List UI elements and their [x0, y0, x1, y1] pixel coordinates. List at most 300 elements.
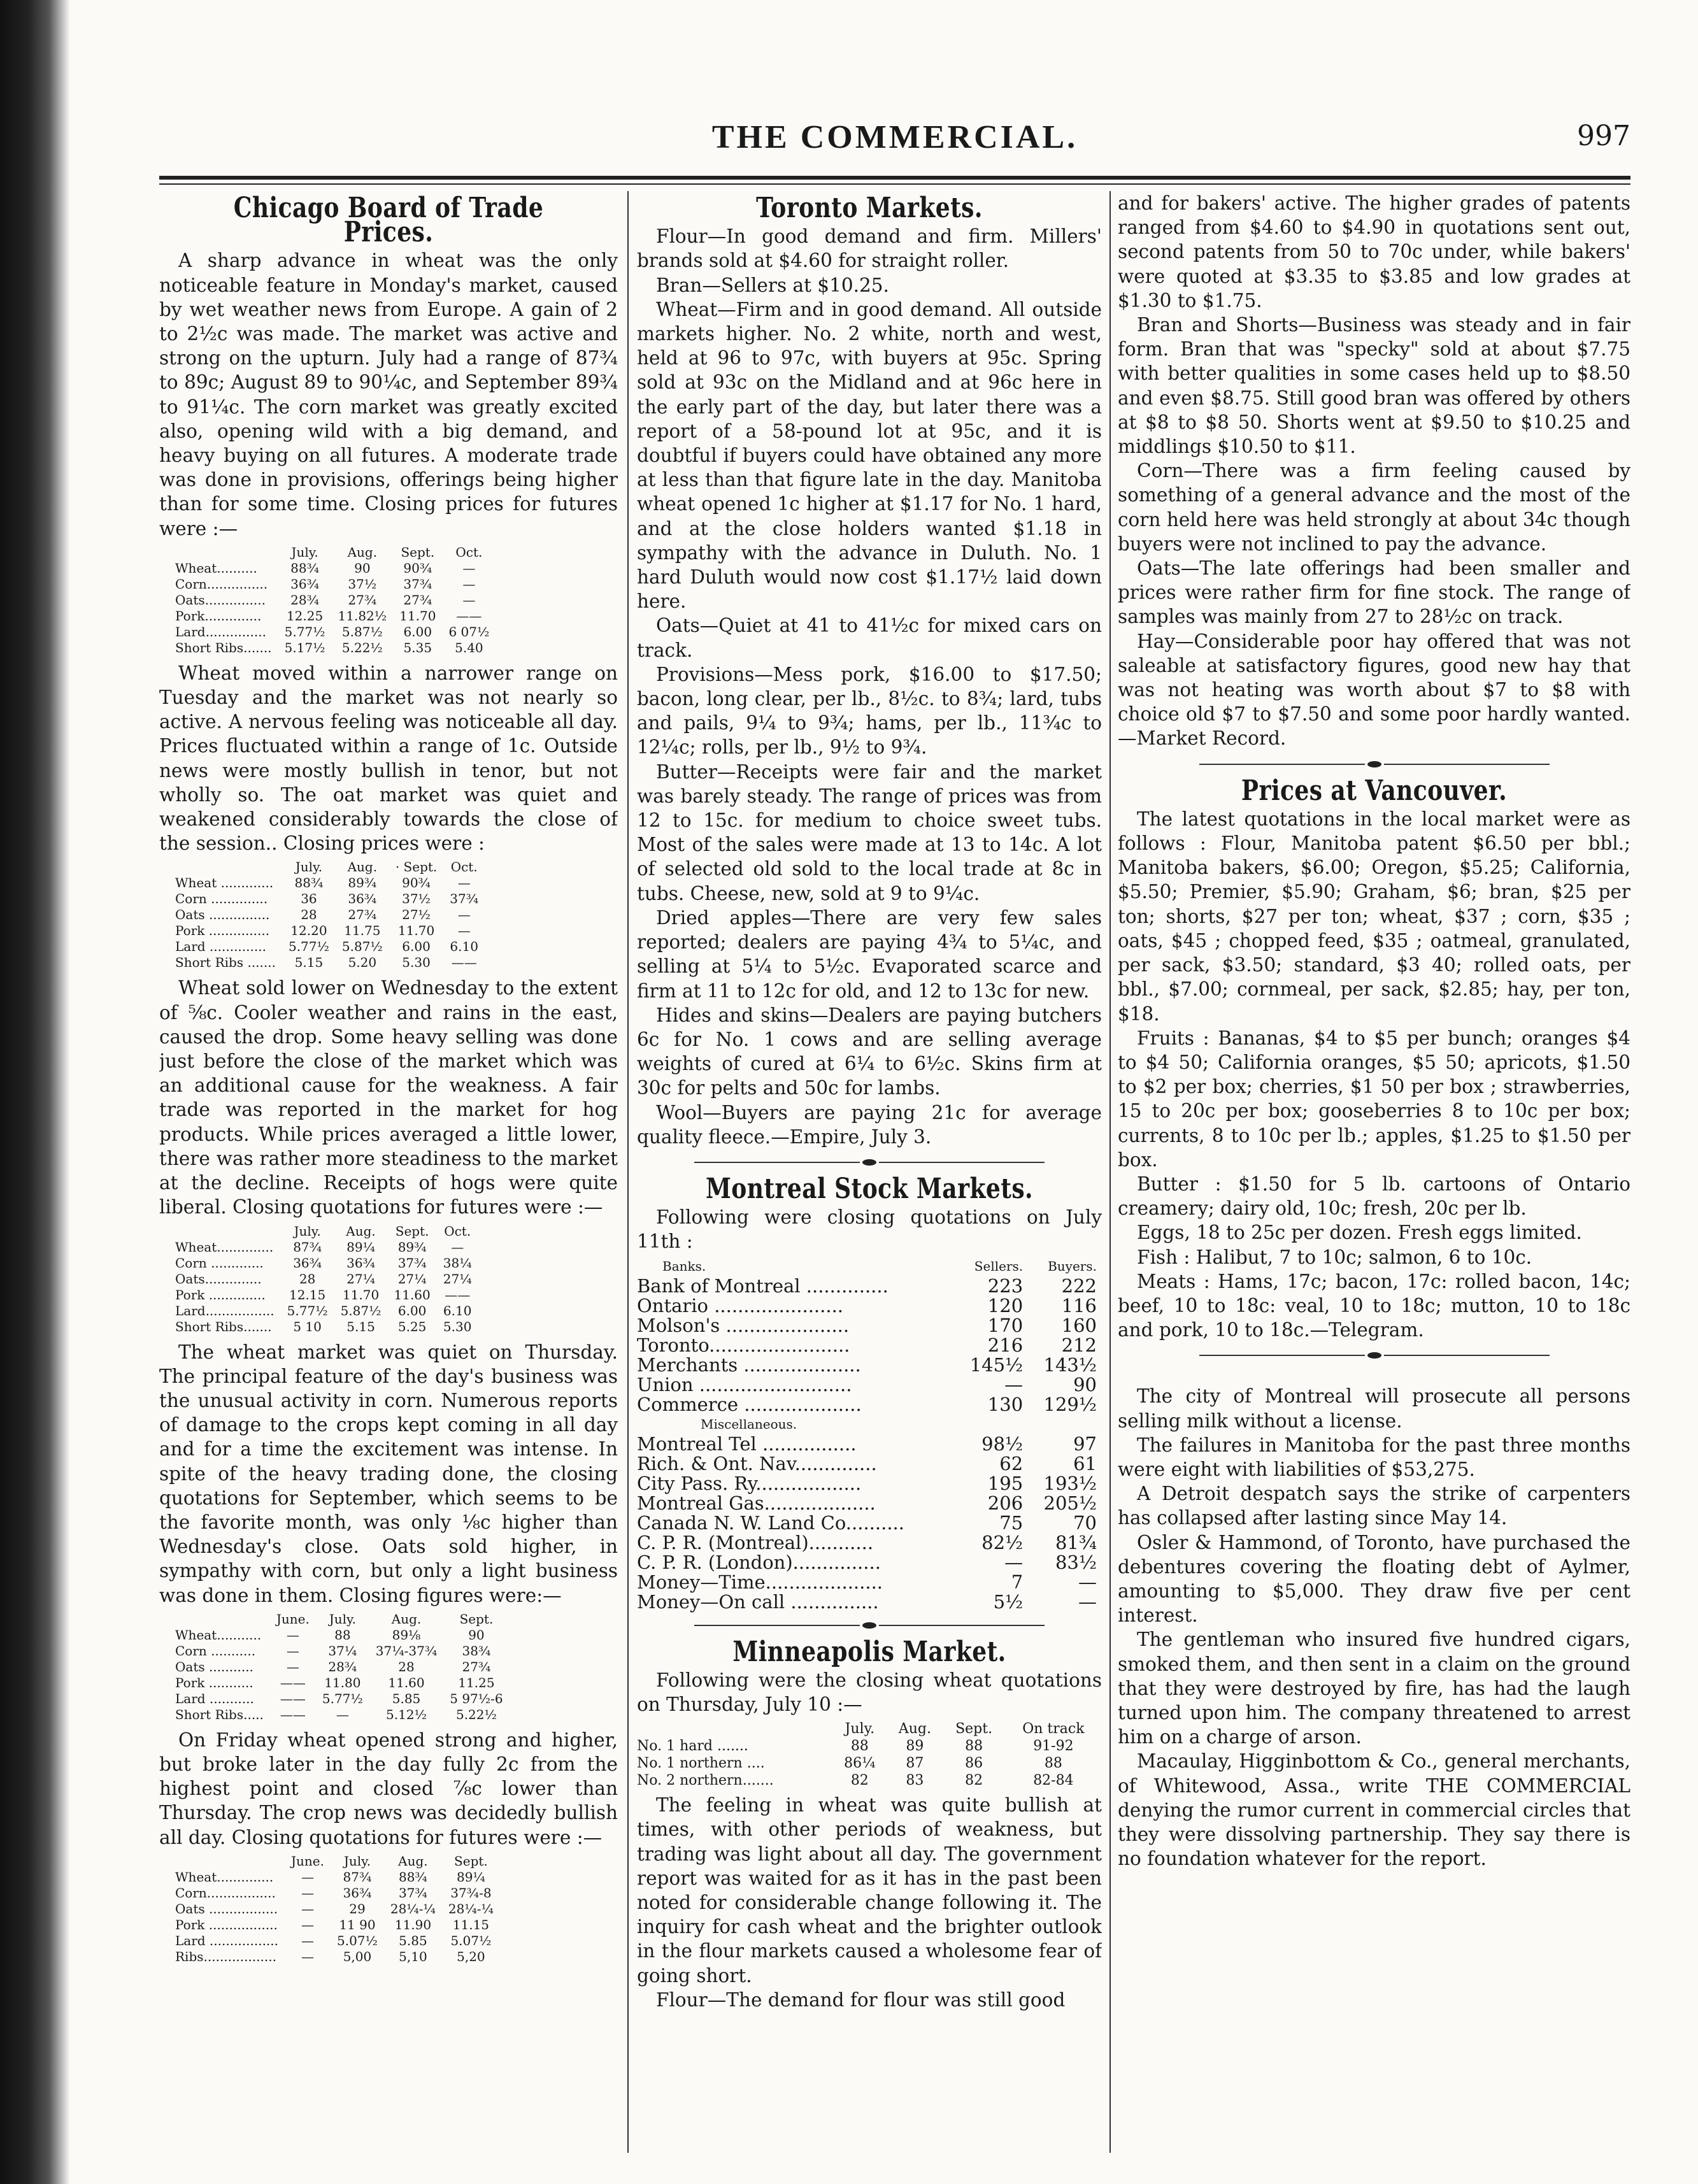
news-note: Osler & Hammond, of Toronto, have purchased the debentures covering the floating debt of Aylmer, amounting to $5,000. They draw five per cent interest.	[1118, 1531, 1630, 1627]
table-cell: 82-84	[1033, 1773, 1074, 1789]
table-cell: 5.87½	[340, 1303, 382, 1318]
table-cell: 212	[1061, 1334, 1097, 1356]
table-cell: 89	[906, 1738, 924, 1755]
table-cell: ——	[280, 1674, 306, 1690]
table-row	[175, 576, 496, 592]
table-cell: 129½	[1043, 1393, 1097, 1415]
table-row	[637, 1533, 1102, 1553]
table-cell: 87¾	[343, 1869, 372, 1885]
table-row	[175, 624, 496, 640]
market-paragraph: Bran and Shorts—Business was steady and in fair form. Bran that was "specky" sold at about $7.75 with better qualities in some cases held up to $8.50 and even $8.75. Still good bran was offered by others at $8 to $8 50. Shorts went at $9.50 to $10.25 and middlings $10.50 to $11.	[1118, 314, 1630, 458]
table-cell: 6.10	[443, 1303, 472, 1318]
table-cell: 27¾	[348, 592, 377, 608]
table-cell: 5.87½	[341, 624, 383, 639]
row-label: Merchants ....................	[637, 1353, 861, 1376]
column-header	[175, 1611, 270, 1627]
table-cell: —	[457, 923, 471, 939]
minneapolis-intro: Following were the closing wheat quotations on Thursday, July 10 :—	[637, 1669, 1102, 1715]
table-row	[637, 1772, 1102, 1789]
row-label: No. 2 northern.......	[637, 1773, 774, 1789]
column-header	[175, 545, 278, 560]
table-cell: 5 10	[293, 1318, 322, 1334]
table-cell: —	[1078, 1571, 1097, 1593]
binding-spine	[0, 0, 70, 2184]
vancouver-paragraph: Meats : Hams, 17c; bacon, 17c: rolled bacon, 14c; beef, 10 to 18c: veal, 10 to 18c; mutton, 10 to 18c and pork, 10 to 18c.—Telegram.	[1118, 1270, 1630, 1341]
table-cell: 116	[1061, 1294, 1097, 1317]
table-cell: 5.07½	[337, 1932, 378, 1948]
table-cell: —	[1078, 1590, 1097, 1613]
column-header: July.	[295, 859, 323, 875]
table-cell: —	[286, 1643, 299, 1659]
table-row	[175, 1287, 478, 1303]
column-header: June.	[276, 1611, 310, 1627]
table-cell: 5.85	[392, 1690, 421, 1706]
table-cell: 193½	[1043, 1472, 1097, 1494]
table-cell: 11.75	[344, 923, 381, 939]
row-label: Oats...............	[175, 592, 266, 608]
table-row	[175, 1627, 510, 1643]
table-cell: 82	[965, 1773, 983, 1789]
table-cell: 205½	[1043, 1492, 1097, 1514]
table-cell: —	[462, 576, 476, 592]
vancouver-paragraph: Butter : $1.50 for 5 lb. cartoons of Ontario creamery; dairy old, 10c; fresh, 20c per lb.	[1118, 1173, 1630, 1220]
table-cell: 5.85	[399, 1932, 427, 1948]
column-header: Oct.	[450, 859, 478, 875]
column-2	[637, 191, 1102, 2166]
row-label: Lard...............	[175, 624, 266, 639]
chicago-para-1: A sharp advance in wheat was the only noticeable feature in Monday's market, caused by wet weather news from Europe. A gain of 2 to 2½c was made. The market was active and strong on the upturn. July had a range of 87¾ to 89c; August 89 to 90¼c, and September 89¾ to 91¼c. The corn market was greatly excited also, opening wild with a big demand, and heavy buying on all futures. A moderate trade was done in provisions, offerings being higher than for some time. Closing prices for futures were :—	[159, 250, 618, 539]
row-label: Union ..........................	[637, 1373, 852, 1395]
table-cell: 90	[468, 1627, 485, 1643]
table-cell: 75	[999, 1511, 1024, 1534]
table-cell: 89¼	[346, 1239, 375, 1255]
table-row	[175, 1885, 500, 1901]
column-header: Aug.	[898, 1721, 931, 1738]
column-header: Sept.	[395, 1223, 429, 1239]
table-cell: 28¼-¼	[390, 1901, 436, 1916]
row-label: C. P. R. (London)...............	[637, 1551, 881, 1573]
table-cell: 86¼	[844, 1755, 876, 1772]
column-header: Aug.	[391, 1611, 422, 1627]
row-label: Wheat .............	[175, 875, 274, 891]
column-header: Sept.	[459, 1611, 494, 1627]
minneapolis-continued	[1118, 191, 1630, 751]
vancouver-paragraph: Eggs, 18 to 25c per dozen. Fresh eggs limited.	[1137, 1222, 1582, 1244]
table-cell: 97	[1073, 1432, 1097, 1455]
table-cell: 90¾	[403, 560, 432, 576]
table-row	[175, 560, 496, 576]
table-row	[175, 1691, 510, 1707]
table-row	[637, 1395, 1102, 1415]
table-cell: 28	[301, 907, 317, 923]
table-cell: 89⅛	[392, 1627, 421, 1643]
table-cell: 160	[1061, 1314, 1097, 1336]
table-cell: 222	[1061, 1274, 1097, 1297]
column-header: July.	[329, 1611, 356, 1627]
column-header: Oct.	[444, 1223, 471, 1239]
table-cell: 5½	[993, 1590, 1024, 1613]
table-cell: 27¾	[462, 1659, 491, 1674]
table-row	[175, 608, 496, 624]
row-label: Pork ...............	[175, 923, 270, 939]
table-cell: 12.20	[290, 923, 327, 939]
table-row	[637, 1434, 1102, 1454]
section-separator	[637, 1616, 1102, 1635]
table-cell: 5,00	[343, 1948, 372, 1964]
row-label: Ribs..................	[175, 1948, 276, 1964]
table-row	[637, 1573, 1102, 1592]
table-cell: 29	[349, 1901, 366, 1916]
table-cell: 195	[987, 1472, 1024, 1494]
table-cell: 61	[1073, 1452, 1097, 1474]
row-label: Pork ...........	[175, 1674, 253, 1690]
column-header: Oct.	[455, 544, 483, 560]
table-row	[175, 923, 485, 939]
table-cell: 7	[1011, 1571, 1024, 1593]
chicago-table-thursday	[175, 1611, 510, 1723]
row-label: City Pass. Ry..................	[637, 1472, 862, 1494]
column-header: July.	[845, 1721, 875, 1738]
table-cell: 11.60	[394, 1287, 431, 1303]
table-cell: 89¾	[348, 875, 377, 891]
table-row	[637, 1738, 1102, 1755]
column-header	[175, 1224, 281, 1239]
column-header: Buyers.	[1048, 1258, 1097, 1274]
table-row	[175, 1303, 478, 1319]
table-cell: 89¾	[397, 1239, 427, 1255]
toronto-paragraph: Butter—Receipts were fair and the market was barely steady. The range of prices was from 12 to 15c. for medium to choice sweet tubs. Most of the sales were made at 13 to 14c. A lot of selected old sold to the local trade at 8c in tubs. Cheese, new, sold at 9 to 9¼c.	[637, 760, 1102, 904]
table-cell: 28¾	[328, 1659, 357, 1674]
table-row	[175, 1675, 510, 1691]
table-cell: 27¾	[403, 592, 432, 608]
toronto-paragraph: Dried apples—There are very few sales reported; dealers are paying 4¾ to 5¼c, and selling at 5¼ to 5½c. Evaporated scarce and firm at 11 to 12c for old, and 12 to 13c for new.	[637, 906, 1102, 1002]
table-cell: 36¾	[343, 1885, 372, 1901]
table-cell: 145½	[969, 1353, 1024, 1376]
table-row	[175, 1707, 510, 1723]
row-label: Commerce ....................	[637, 1393, 862, 1415]
table-cell: 27½	[402, 907, 431, 923]
table-cell: 88	[334, 1627, 351, 1643]
minneapolis-para-2: Flour—The demand for flour was still good	[656, 1988, 1066, 2011]
table-cell: 11.60	[388, 1674, 425, 1690]
table-cell: —	[462, 560, 476, 576]
row-label: Oats..............	[175, 1271, 262, 1287]
table-cell: 11.15	[452, 1916, 490, 1932]
toronto-paragraph: Bran—Sellers at $10.25.	[656, 274, 889, 296]
table-cell: 87¾	[293, 1239, 322, 1255]
row-label: Corn.................	[175, 1885, 276, 1901]
table-row	[637, 1755, 1102, 1772]
table-cell: 5,10	[399, 1948, 427, 1964]
column-header: July.	[294, 1223, 321, 1239]
table-cell: —	[457, 907, 471, 923]
table-cell: 11.82½	[338, 608, 387, 624]
table-row	[637, 1375, 1102, 1395]
table-cell: 37¼	[328, 1643, 357, 1659]
row-label: Money—On call ...............	[637, 1590, 879, 1613]
table-cell: 11.90	[394, 1916, 432, 1932]
table-cell: 5.77½	[287, 1303, 328, 1318]
market-paragraph: Oats—The late offerings had been smaller and prices were rather firm for fine stock. The range of samples was mainly from 27 to 28½c on track.	[1118, 557, 1630, 628]
table-row	[175, 1901, 500, 1917]
table-cell: 36¾	[348, 891, 377, 907]
table-cell: ——	[451, 955, 477, 971]
vancouver-body	[1118, 807, 1630, 1342]
chicago-table-friday	[175, 1853, 500, 1965]
row-label: Oats .................	[175, 1901, 278, 1916]
row-label: Montreal Gas...................	[637, 1492, 876, 1514]
column-header: Sept.	[454, 1853, 488, 1869]
vancouver-paragraph: Fish : Halibut, 7 to 10c; salmon, 6 to 10c.	[1137, 1246, 1532, 1268]
vancouver-paragraph: Fruits : Bananas, $4 to $5 per bunch; oranges $4 to $4 50; California oranges, $5 50; apricots, $1.50 to $2 per box; cherries, $1 50 per box ; strawberries, 15 to 20c per box; gooseberries 8 to 10c per box; currents, 8 to 10c per lb.; apples, $1.25 to $1.50 per box.	[1118, 1027, 1630, 1171]
chicago-para-5: On Friday wheat opened strong and higher, but broke later in the day fully 2c from the highest point and closed ⅞c lower than Thursday. The crop news was decidedly bullish all day. Closing quotations for futures were :—	[159, 1729, 618, 1848]
table-cell: 5.17½	[284, 639, 325, 655]
table-cell: 170	[987, 1314, 1024, 1336]
column-divider	[627, 191, 629, 2153]
table-row	[175, 1949, 500, 1965]
column-header: On track	[1022, 1721, 1085, 1738]
column-header: · Sept.	[395, 859, 438, 875]
news-note: The city of Montreal will prosecute all persons selling milk without a license.	[1118, 1385, 1630, 1432]
table-cell: 37¾	[403, 576, 432, 592]
column-header: July.	[291, 544, 318, 560]
row-label: Rich. & Ont. Nav..............	[637, 1452, 877, 1474]
montreal-stock-table	[637, 1257, 1102, 1612]
news-notes	[1118, 1384, 1630, 1871]
table-cell: 5 97½-6	[450, 1690, 503, 1706]
table-cell: 82	[850, 1773, 869, 1789]
table-cell: 36¾	[346, 1255, 375, 1271]
column-divider	[1109, 191, 1111, 2153]
row-label: Molson's .....................	[637, 1314, 850, 1336]
row-label: Montreal Tel ................	[637, 1432, 857, 1455]
row-label: Lard ..............	[175, 939, 266, 955]
table-row	[175, 955, 485, 971]
table-cell: 5.15	[294, 955, 324, 971]
table-cell: 5.35	[403, 639, 432, 655]
table-cell: 38¾	[462, 1643, 491, 1659]
table-cell: 70	[1073, 1511, 1097, 1534]
row-label: Ontario ......................	[637, 1294, 844, 1317]
table-cell: 82½	[981, 1531, 1024, 1553]
table-row	[637, 1454, 1102, 1474]
table-cell: 36	[301, 891, 317, 907]
table-row	[175, 875, 485, 891]
table-row	[637, 1316, 1102, 1336]
row-label: Pork .................	[175, 1916, 278, 1932]
table-cell: 88	[1044, 1755, 1062, 1772]
table-cell: 83	[906, 1773, 924, 1789]
table-cell: 27¼	[346, 1271, 375, 1287]
column-header: June.	[291, 1853, 324, 1869]
table-cell: 5,20	[457, 1948, 485, 1964]
table-cell: 11.70	[399, 608, 436, 624]
minneapolis-table	[637, 1720, 1102, 1789]
table-cell: 83½	[1055, 1551, 1097, 1573]
table-cell: 12.25	[286, 608, 324, 624]
row-label: Corn ...........	[175, 1643, 256, 1659]
table-cell: 88¾	[398, 1869, 427, 1885]
chicago-heading: Chicago Board of Trade Prices.	[233, 192, 544, 249]
table-cell: 5.15	[346, 1318, 375, 1334]
row-label: Toronto........................	[637, 1334, 850, 1356]
table-cell: 88	[850, 1738, 869, 1755]
table-row	[175, 1239, 478, 1255]
table-row	[175, 640, 496, 656]
header-rule	[159, 176, 1630, 180]
chicago-table-monday	[175, 545, 496, 656]
table-cell: 37½	[348, 576, 377, 592]
table-row	[175, 1255, 478, 1271]
column-3	[1118, 191, 1630, 2166]
table-cell: —	[286, 1659, 299, 1674]
table-cell: 6.00	[397, 1303, 427, 1318]
row-label: Wheat...........	[175, 1627, 262, 1643]
table-row	[637, 1553, 1102, 1573]
table-cell: 11.70	[342, 1287, 380, 1303]
column-1	[159, 191, 618, 2166]
table-cell: —	[451, 1239, 464, 1255]
chicago-para-2: Wheat moved within a narrower range on Tuesday and the market was not nearly so active. A nervous feeling was noticeable all day. Prices fluctuated within a range of 1c. Outside news were mostly bullish in tenor, but not wholly so. The oat market was quiet and weakened considerably towards the close of the session.. Closing prices were :	[159, 662, 618, 855]
section-separator	[1118, 1346, 1630, 1365]
table-cell: —	[336, 1706, 349, 1722]
table-cell: 5.40	[455, 639, 483, 655]
table-row	[175, 1869, 500, 1885]
table-row	[637, 1355, 1102, 1375]
table-cell: 37½	[402, 891, 431, 907]
column-header	[175, 859, 282, 875]
row-label: Oats ...........	[175, 1659, 253, 1674]
table-cell: 206	[987, 1492, 1024, 1514]
table-cell: 11.70	[397, 923, 435, 939]
table-cell: 120	[987, 1294, 1024, 1317]
column-header: Aug.	[398, 1853, 428, 1869]
news-note: The gentleman who insured five hundred cigars, smoked them, and then sent in a claim on the ground that they were destroyed by fire, has had the laugh turned upon him. The company threatened to arrest him on a charge of arson.	[1118, 1629, 1630, 1748]
column-header	[175, 1853, 285, 1869]
table-cell: 37¾	[450, 891, 479, 907]
column-header: July.	[343, 1853, 371, 1869]
column-header: Banks.	[662, 1258, 706, 1274]
table-cell: 28¾	[290, 592, 319, 608]
toronto-paragraph: Provisions—Mess pork, $16.00 to $17.50; bacon, long clear, per lb., 8½c. to 8¾; lard, tubs and pails, 9¼ to 9¾; hams, per lb., 11¾c to 12¼c; rolls, per lb., 9½ to 9¾.	[637, 663, 1102, 759]
row-label: Short Ribs.....	[175, 1706, 264, 1722]
row-label: Money—Time....................	[637, 1571, 883, 1593]
table-cell: 5.22½	[341, 639, 383, 655]
table-row	[637, 1494, 1102, 1513]
chicago-para-4: The wheat market was quiet on Thursday. The principal feature of the day's business was the unusual activity in corn. Numerous reports of damage to the crops kept coming in all day and for a time the excitement was intense. In spite of the heavy trading done, the closing quotations for September, which seems to be the favorite month, was only ⅛c higher than Wednesday's close. Oats sold higher, in sympathy with corn, but only a light business was done in them. Closing figures were:—	[159, 1341, 618, 1606]
table-cell: ——	[280, 1690, 306, 1706]
vancouver-heading: Prices at Vancouver.	[1241, 774, 1508, 807]
row-label: Wheat..............	[175, 1239, 274, 1255]
chicago-table-wednesday	[175, 1224, 478, 1335]
table-cell: 90¾	[402, 875, 431, 891]
column-header	[637, 1720, 832, 1738]
column-header: Sept.	[955, 1721, 993, 1738]
row-label: Corn...............	[175, 576, 268, 592]
table-cell: 37¾-8	[450, 1885, 492, 1901]
table-cell: 62	[999, 1452, 1024, 1474]
table-cell: —	[301, 1932, 314, 1948]
table-row	[175, 891, 485, 907]
table-row	[175, 939, 485, 955]
table-cell: 6.10	[450, 939, 478, 955]
table-cell: 28	[299, 1271, 316, 1287]
row-label: Oats ...............	[175, 907, 270, 923]
table-row	[175, 1271, 478, 1287]
table-cell: 6.00	[402, 939, 431, 955]
row-label: Lard ...........	[175, 1690, 254, 1706]
table-cell: 89¼	[456, 1869, 485, 1885]
table-cell: 6.00	[403, 624, 432, 639]
table-cell: —	[301, 1869, 314, 1885]
toronto-paragraph: Wheat—Firm and in good demand. All outside markets higher. No. 2 white, north and west, held at 96 to 97c, with buyers at 95c. Spring sold at 93c on the Midland and at 96c here in the early part of the day, but later there was a report of a 58-pound lot at 95c, and it is doubtful if buyers could have obtained any more at less than that figure late in the day. Manitoba wheat opened 1c higher at $1.17 for No. 1 hard, and at the close holders wanted $1.18 in sympathy with the advance in Duluth. No. 1 hard Duluth would now cost $1.17½ laid down here.	[637, 298, 1102, 613]
table-cell: 28	[398, 1659, 415, 1674]
column-header: Sept.	[401, 544, 435, 560]
table-cell: 216	[987, 1334, 1024, 1356]
table-cell: 5.30	[443, 1318, 472, 1334]
table-cell: 88¾	[290, 560, 319, 576]
chicago-para-3: Wheat sold lower on Wednesday to the extent of ⅝c. Cooler weather and rains in the east, caused the drop. Some heavy selling was done just before the close of the market which was an additional cause for the weakness. A fair trade was reported in the market for hog products. While prices averaged a little lower, there was rather more steadiness to the market at the decline. Receipts of hogs were quite liberal. Closing quotations for futures were :—	[159, 977, 618, 1218]
table-cell: 37¾	[397, 1255, 427, 1271]
table-row	[175, 592, 496, 608]
masthead	[159, 118, 1630, 157]
table-cell: 91-92	[1033, 1738, 1074, 1755]
row-label: No. 1 northern ....	[637, 1755, 765, 1772]
table-row	[637, 1276, 1102, 1296]
market-paragraph: and for bakers' active. The higher grades of patents ranged from $4.60 to $4.90 in quotations sent out, second patents from 50 to 70c under, while bakers' were quoted at $3.35 to $3.85 and low grades at $1.30 to $1.75.	[1118, 192, 1630, 311]
table-cell: 130	[987, 1393, 1024, 1415]
vancouver-paragraph: The latest quotations in the local market were as follows : Flour, Manitoba patent $6.50 per bbl.; Manitoba bakers, $6.00; Oregon, $5.25; California, $5.50; Premier, $5.90; Graham, $6; bran, $25 per ton; shorts, $27 per ton; wheat, $37 ; corn, $35 ; oats, $45 ; chopped feed, $35 ; oatmeal, granulated, per sack, $3.50; standard, $3 40; rolled oats, per bbl., $7.00; cornmeal, per sack, $2.85; hay, per ton, $18.	[1118, 808, 1630, 1025]
table-cell: 5.77½	[288, 939, 329, 955]
subsection-label: Miscellaneous.	[701, 1416, 797, 1432]
table-row	[175, 1319, 478, 1335]
row-label: Corn ..............	[175, 891, 268, 907]
table-row	[175, 1933, 500, 1949]
table-cell: 37¼-37¾	[375, 1643, 438, 1659]
table-cell: 143½	[1043, 1353, 1097, 1376]
page-number: 997	[1577, 120, 1630, 152]
table-row	[175, 907, 485, 923]
table-cell: —	[462, 592, 476, 608]
toronto-body	[637, 224, 1102, 1149]
minneapolis-para-1: The feeling in wheat was quite bullish at times, with other periods of weakness, but trading was light about all day. The government report was waited for as it has in the past been noted for considerable change following it. The inquiry for cash wheat and the brighter outlook in the flour markets caused a wholesome fear of going short.	[637, 1794, 1102, 1987]
table-cell: 12.15	[289, 1287, 326, 1303]
header-rule-thin	[159, 183, 1630, 185]
table-cell: 90	[1073, 1373, 1097, 1395]
section-separator	[1118, 755, 1630, 774]
row-label: Pork ..............	[175, 1287, 266, 1303]
table-cell: 27¾	[348, 907, 377, 923]
row-label: Lard.................	[175, 1303, 275, 1318]
column-header: Aug.	[347, 544, 378, 560]
table-cell: 5.77½	[284, 624, 325, 639]
row-label: Corn .............	[175, 1255, 264, 1271]
minneapolis-heading: Minneapolis Market.	[732, 1635, 1006, 1668]
table-cell: 6 07½	[448, 624, 490, 639]
toronto-paragraph: Wool—Buyers are paying 21c for average quality fleece.—Empire, July 3.	[637, 1101, 1102, 1148]
table-cell: 90	[354, 560, 371, 576]
row-label: Wheat..........	[175, 560, 257, 576]
market-paragraph: Hay—Considerable poor hay offered that was not saleable at satisfactory figures, good new hay that was not heating was worth about $7 to $8 with choice old $7 to $7.50 and some poor hardly wanted.—Market Record.	[1118, 630, 1630, 750]
montreal-intro: Following were closing quotations on July 11th :	[637, 1206, 1102, 1253]
table-cell: 36¾	[290, 576, 319, 592]
table-cell: —	[1004, 1373, 1024, 1395]
table-cell: —	[301, 1948, 314, 1964]
row-label: No. 1 hard .......	[637, 1738, 748, 1755]
table-cell: ——	[445, 1287, 471, 1303]
section-separator	[637, 1153, 1102, 1172]
table-cell: 5.30	[402, 955, 431, 971]
